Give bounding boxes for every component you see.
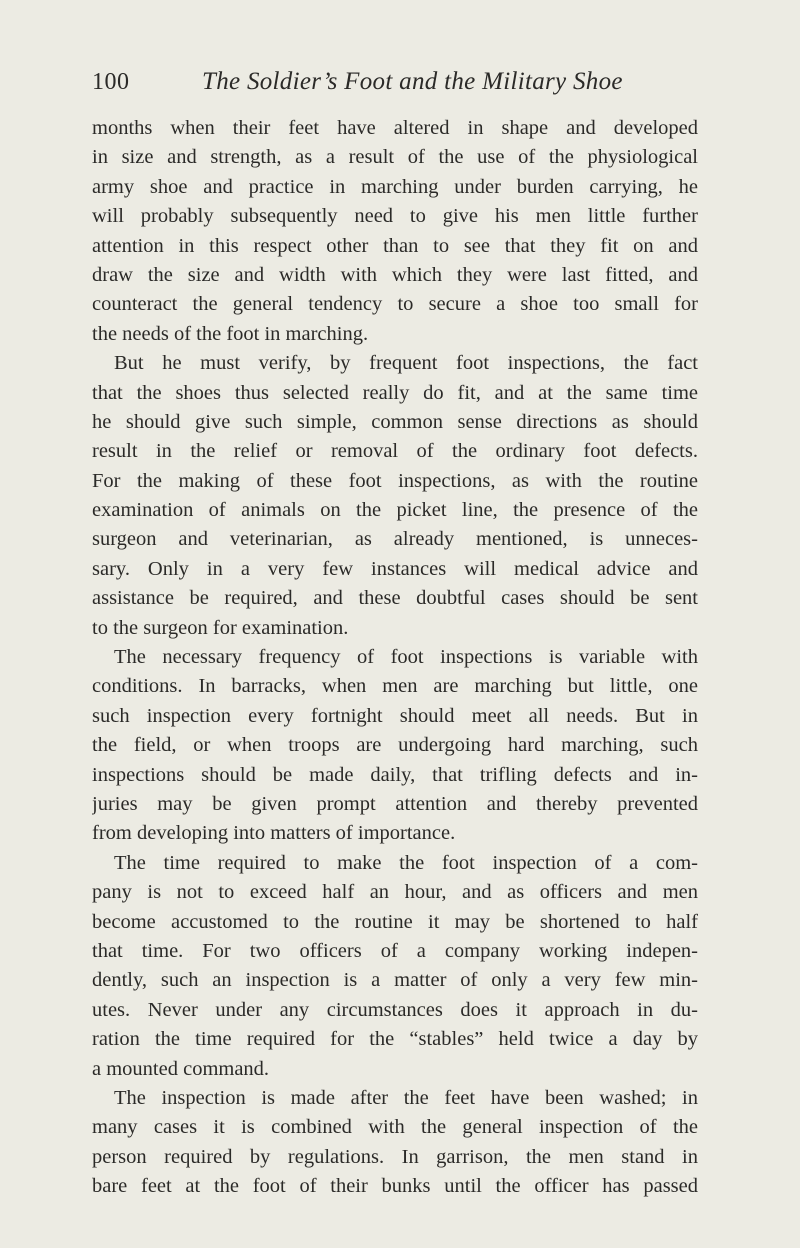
- text-line: The time required to make the foot inspection of a com-: [114, 851, 698, 874]
- text-line: utes. Never under any circumstances does it approach in du-: [92, 998, 698, 1021]
- text-line: surgeon and veterinarian, as already mentioned, is unneces-: [92, 528, 698, 551]
- text-line: many cases it is combined with the general inspection of the: [92, 1116, 698, 1139]
- text-line: dently, such an inspection is a matter of only a very few min-: [92, 969, 698, 992]
- text-line: the field, or when troops are undergoing hard marching, such: [92, 734, 698, 757]
- text-line: that the shoes thus selected really do fit, and at the same time: [92, 381, 698, 404]
- body-text: [92, 114, 698, 1201]
- running-title: The Soldier’s Foot and the Military Shoe: [202, 68, 623, 95]
- text-line: to the surgeon for examination.: [92, 616, 349, 639]
- text-line: attention in this respect other than to see that they fit on and: [92, 234, 698, 257]
- text-line: in size and strength, as a result of the use of the physiological: [92, 146, 698, 169]
- text-line: The inspection is made after the feet have been washed; in: [114, 1086, 698, 1109]
- text-line: from developing into matters of importance.: [92, 822, 456, 845]
- text-line: the needs of the foot in marching.: [92, 322, 369, 345]
- text-line: conditions. In barracks, when men are marching but little, one: [92, 675, 698, 698]
- text-line: examination of animals on the picket line, the presence of the: [92, 499, 698, 522]
- text-line: bare feet at the foot of their bunks until the officer has passed: [92, 1175, 698, 1198]
- text-line: a mounted command.: [92, 1057, 270, 1080]
- text-line: assistance be required, and these doubtful cases should be sent: [92, 587, 698, 610]
- text-line: inspections should be made daily, that trifling defects and in-: [92, 763, 698, 786]
- text-line: juries may be given prompt attention and thereby prevented: [92, 792, 698, 815]
- text-line: he should give such simple, common sense directions as should: [92, 410, 698, 433]
- text-line: sary. Only in a very few instances will medical advice and: [92, 557, 698, 580]
- text-line: that time. For two officers of a company working indepen-: [92, 939, 698, 962]
- text-line: months when their feet have altered in shape and developed: [92, 117, 698, 139]
- text-line: will probably subsequently need to give his men little further: [92, 205, 698, 228]
- text-line: ration the time required for the “stables” held twice a day by: [92, 1028, 698, 1051]
- text-line: result in the relief or removal of the ordinary foot defects.: [92, 440, 698, 463]
- text-line: person required by regulations. In garrison, the men stand in: [92, 1145, 698, 1168]
- text-line: For the making of these foot inspections, as with the routine: [92, 469, 698, 492]
- text-line: army shoe and practice in marching under burden carrying, he: [92, 175, 698, 198]
- page-header: [92, 62, 698, 102]
- text-line: pany is not to exceed half an hour, and as officers and men: [92, 881, 698, 904]
- text-line: counteract the general tendency to secure a shoe too small for: [92, 293, 698, 316]
- text-line: But he must verify, by frequent foot inspections, the fact: [114, 352, 698, 375]
- text-line: become accustomed to the routine it may be shortened to half: [92, 910, 698, 933]
- text-line: The necessary frequency of foot inspections is variable with: [114, 646, 698, 669]
- text-line: draw the size and width with which they were last fitted, and: [92, 263, 698, 286]
- text-line: such inspection every fortnight should meet all needs. But in: [92, 704, 698, 727]
- page-number: 100: [92, 69, 130, 95]
